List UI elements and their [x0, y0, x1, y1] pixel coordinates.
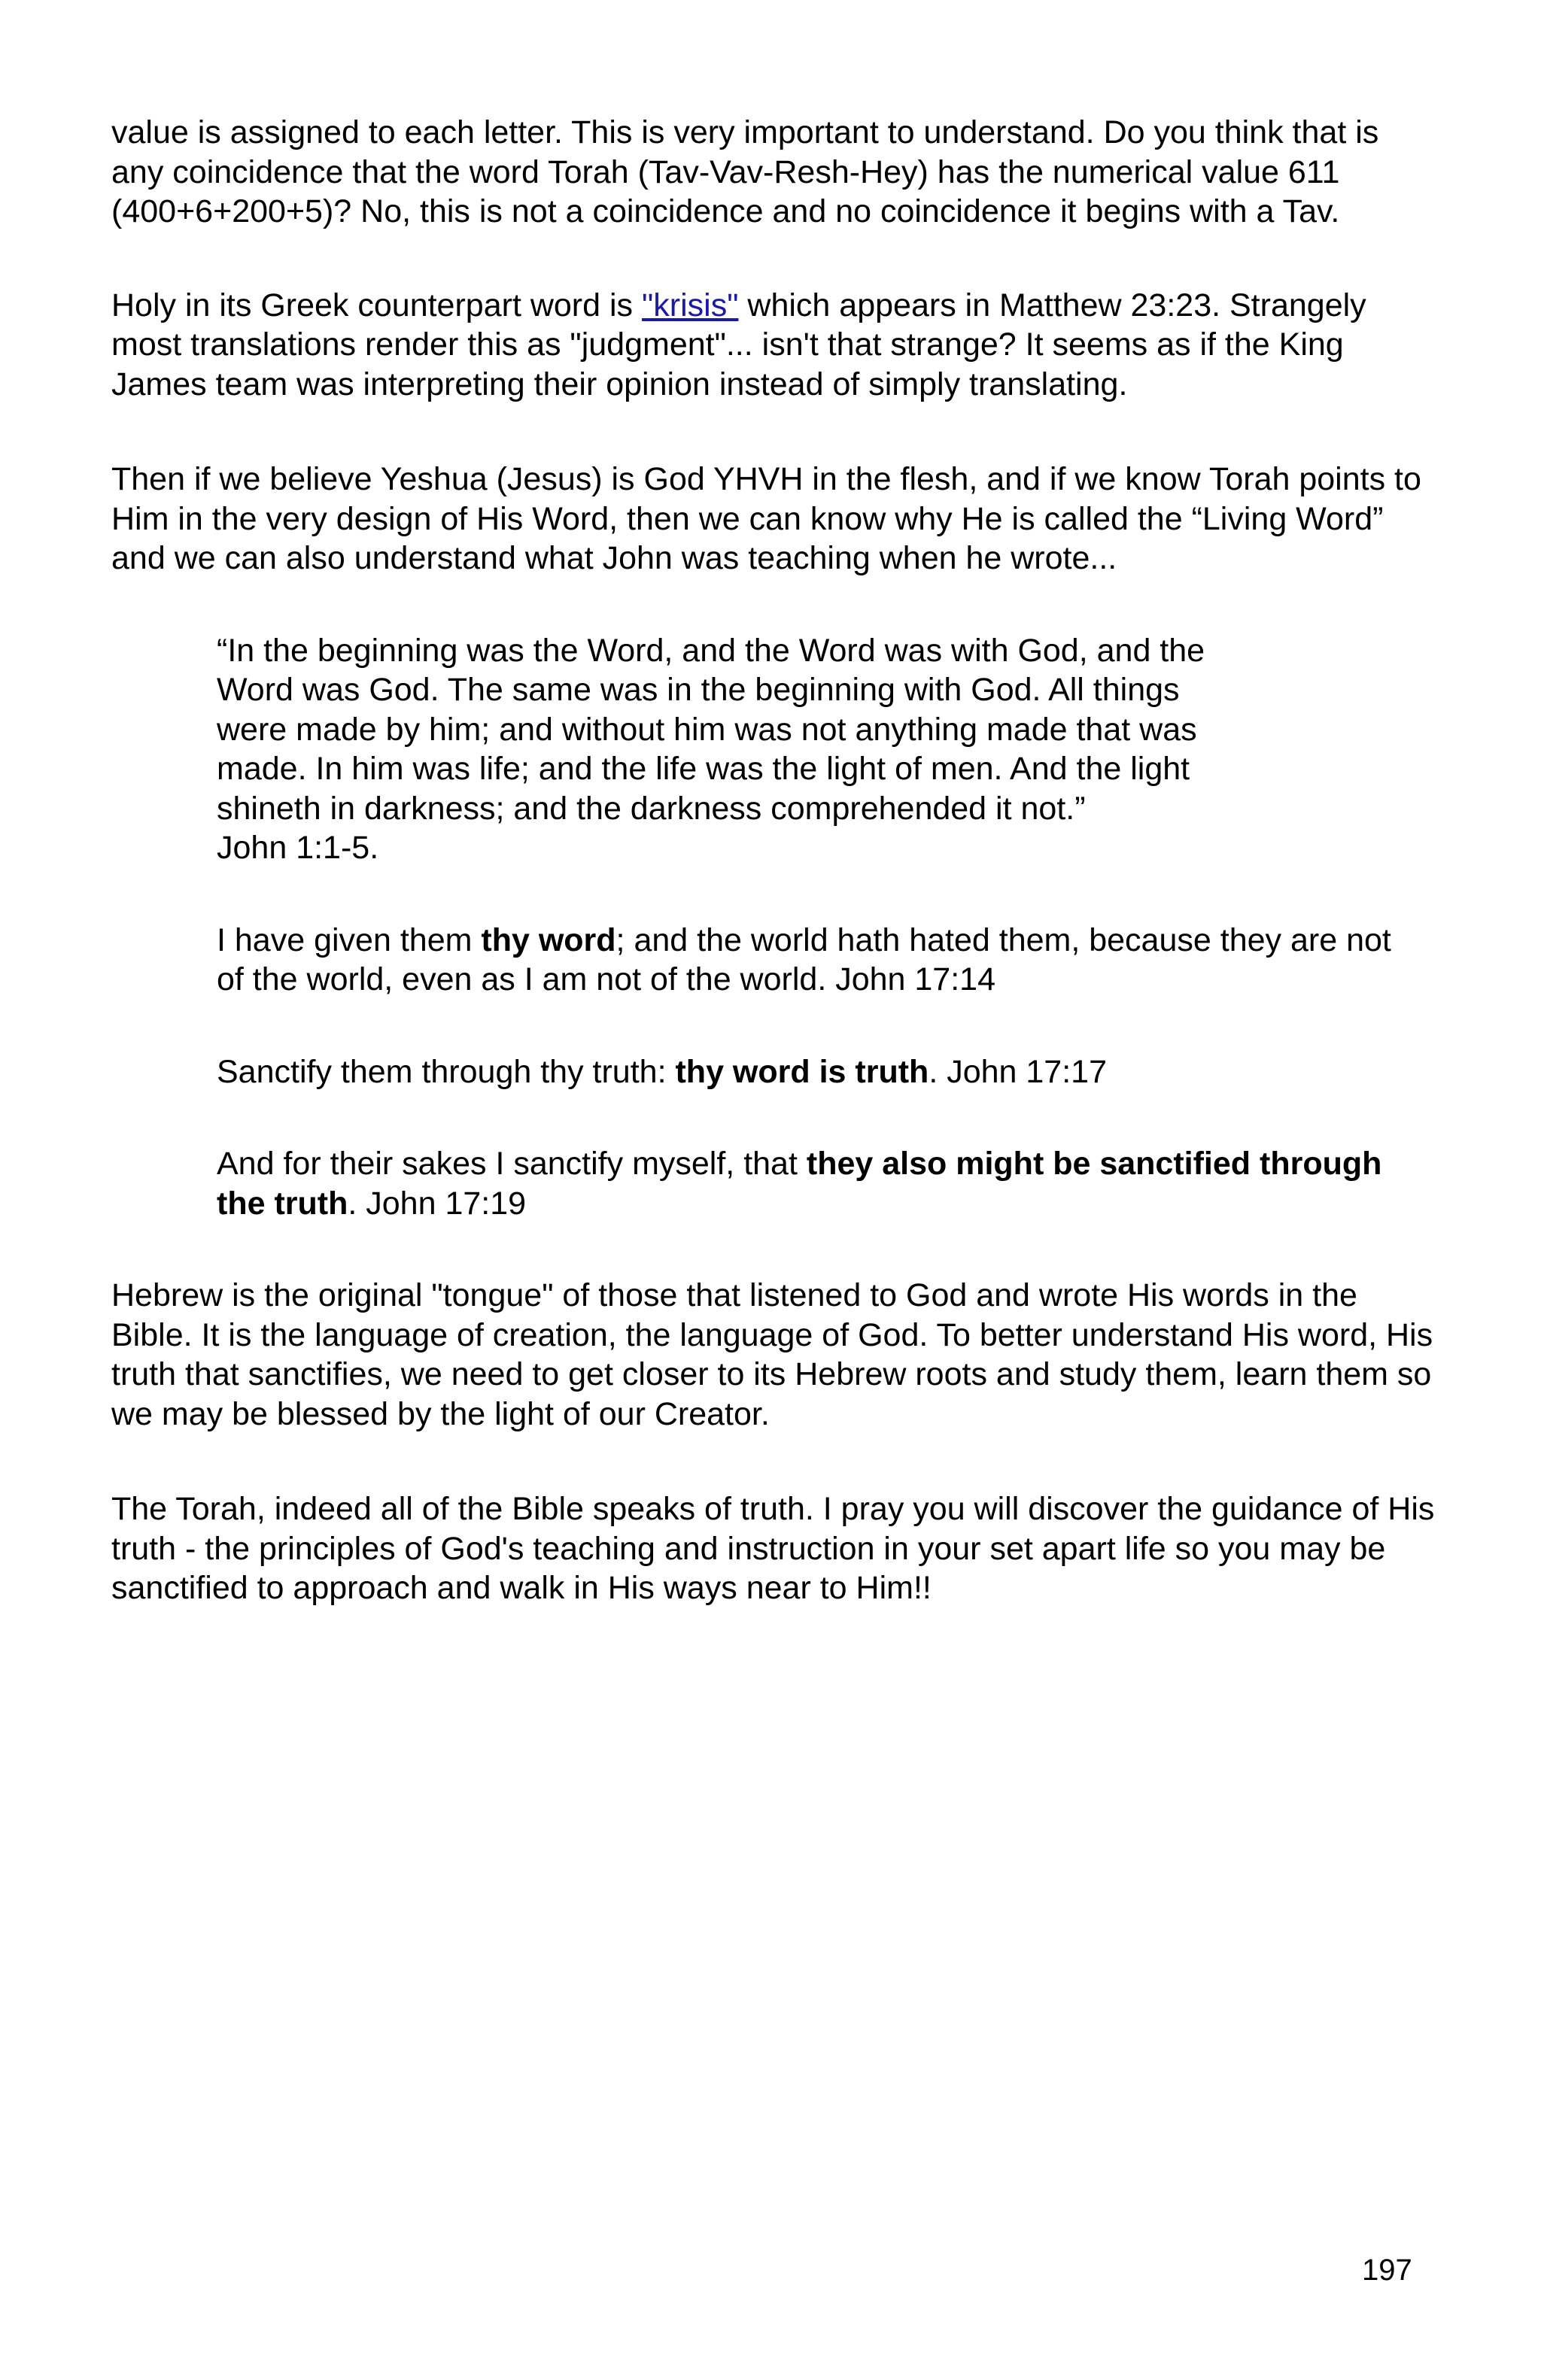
quote-reference: John 1:1-5.: [217, 830, 379, 866]
quote-line: were made by him; and without him was not anything made that was: [217, 711, 1197, 748]
quote-john-17-17: [217, 1052, 1421, 1092]
quote-bold-text: they also might be sanctified through the truth: [217, 1146, 1382, 1222]
quote-text-after: . John 17:19: [348, 1185, 527, 1222]
quote-john-17-14: [217, 921, 1421, 1000]
quote-john-17-19: [217, 1144, 1421, 1223]
quote-line: “In the beginning was the Word, and the Word was with God, and the: [217, 632, 1205, 669]
quote-line: made. In him was life; and the life was the light of men. And the light: [217, 751, 1190, 787]
paragraph-living-word: Then if we believe Yeshua (Jesus) is God YHVH in the flesh, and if we know Torah points to Him in the very design of His Word, then we can know why He is called the “Living Word” and we can also understand what John was teaching when he wrote...: [111, 461, 1421, 576]
quote-text-before: And for their sakes I sanctify myself, that: [217, 1146, 807, 1182]
page-body: [111, 113, 1436, 1608]
page-number: 197: [1362, 2254, 1412, 2287]
krisis-link[interactable]: "krisis": [642, 287, 739, 323]
quote-line: shineth in darkness; and the darkness comprehended it not.”: [217, 790, 1086, 827]
quote-line: Word was God. The same was in the beginning with God. All things: [217, 672, 1180, 708]
quote-bold-text: thy word: [481, 921, 616, 958]
quote-text-after: ; and the world hath hated them, because they are not of the world, even as I am not of the world. John 17:14: [217, 921, 1391, 997]
paragraph-krisis: [111, 286, 1436, 405]
quote-text-after: . John 17:17: [929, 1053, 1108, 1090]
paragraph-krisis-text-before: Holy in its Greek counterpart word is: [111, 287, 642, 323]
paragraph-hebrew-tongue: Hebrew is the original "tongue" of those that listened to God and wrote His words in the Bible. It is the language of creation, the language of God. To better understand His word, His truth that sanctifies, we need to get closer to its Hebrew roots and study them, learn them so we may be blessed by the light of our Creator.: [111, 1277, 1433, 1432]
quote-text-before: Sanctify them through thy truth:: [217, 1053, 676, 1090]
quote-text-before: I have given them: [217, 921, 482, 958]
paragraph-torah-truth: The Torah, indeed all of the Bible speaks of truth. I pray you will discover the guidance of His truth - the principles of God's teaching and instruction in your set apart life so you may be sanctified to approach and walk in His ways near to Him!!: [111, 1491, 1435, 1606]
quote-john-1-1-5: [217, 631, 1421, 868]
paragraph-krisis-text-after: which appears in Matthew 23:23. Strangely most translations render this as "judgment"... isn't that strange? It seems as if the King James team was interpreting their opinion instead of simply translating.: [111, 287, 1366, 402]
quote-bold-text: thy word is truth: [675, 1053, 929, 1090]
paragraph-torah-numerical-value: value is assigned to each letter. This is very important to understand. Do you think that is any coincidence that the word Torah (Tav-Vav-Resh-Hey) has the numerical value 611 (400+6+200+5)? No, this is not a coincidence and no coincidence it begins with a Tav.: [111, 114, 1379, 229]
